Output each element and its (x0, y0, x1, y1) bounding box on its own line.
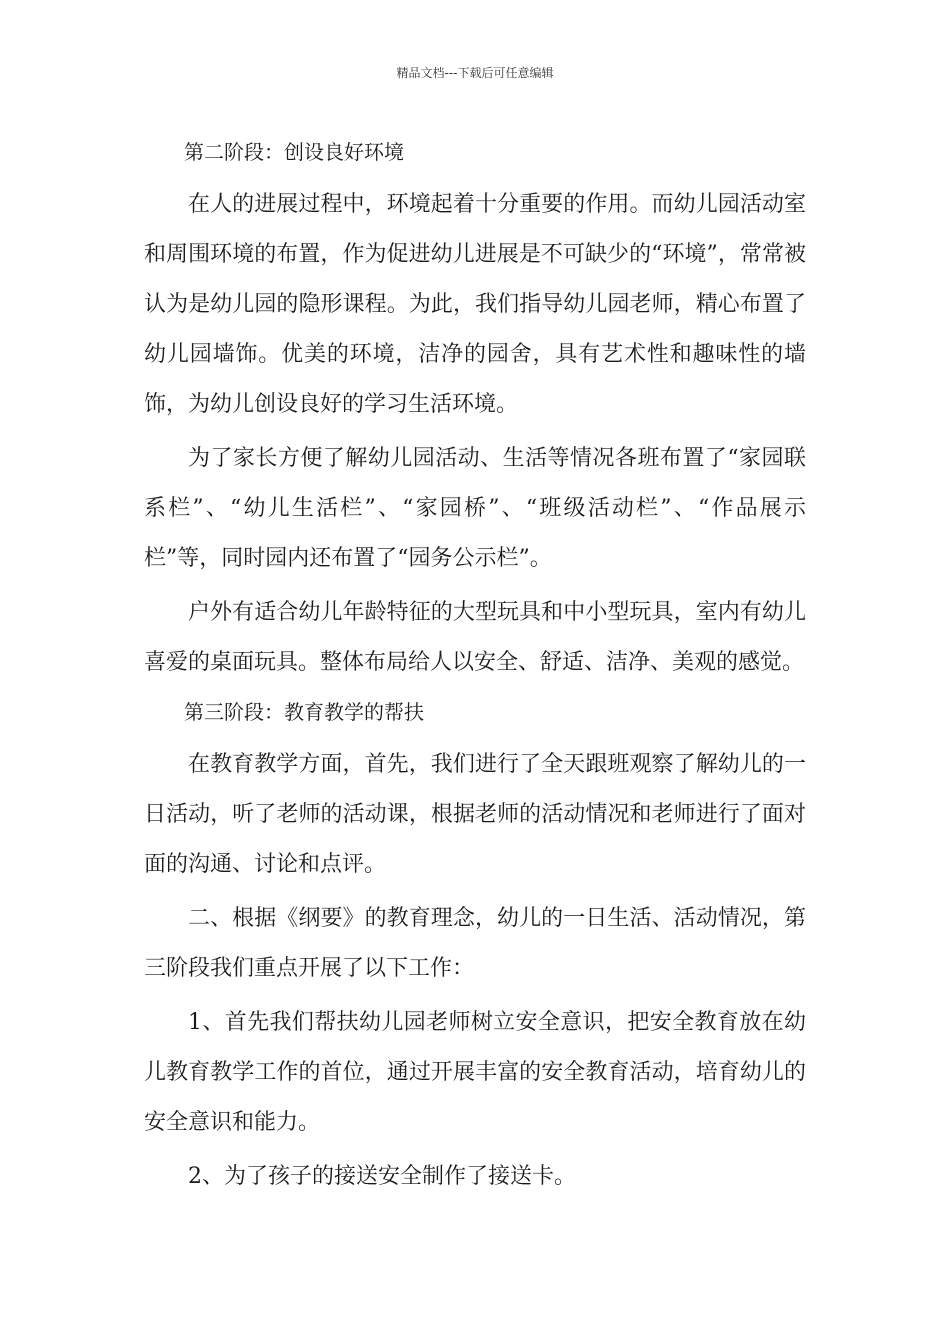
document-body (144, 132, 806, 1206)
paragraph-toys: 户外有适合幼儿年龄特征的大型玩具和中小型玩具，室内有幼儿喜爱的桌面玩具。整体布局给人以安全、舒适、洁净、美观的感觉。 (144, 600, 806, 675)
paragraph-guidelines: 二、根据《纲要》的教育理念，幼儿的一日生活、活动情况，第三阶段我们重点开展了以下工作： (144, 906, 806, 981)
paragraph-teaching: 在教育教学方面，首先，我们进行了全天跟班观察了解幼儿的一日活动，听了老师的活动课，根据老师的活动情况和老师进行了面对面的沟通、讨论和点评。 (144, 752, 806, 877)
paragraph-safety: 1、首先我们帮扶幼儿园老师树立安全意识，把安全教育放在幼儿教育教学工作的首位，通过开展丰富的安全教育活动，培育幼儿的安全意识和能力。 (144, 1010, 806, 1135)
section-heading-stage-two: 第二阶段：创设良好环境 (184, 140, 404, 164)
paragraph-pickup-card: 2、为了孩子的接送安全制作了接送卡。 (188, 1164, 576, 1189)
page-header: 精品文档---下载后可任意编辑 (396, 66, 554, 80)
paragraph-bulletin-boards: 为了家长方便了解幼儿园活动、生活等情况各班布置了“家园联系栏”、“幼儿生活栏”、“家园桥”、“班级活动栏”、“作品展示栏”等，同时园内还布置了“园务公示栏”。 (144, 446, 806, 571)
paragraph-environment: 在人的进展过程中，环境起着十分重要的作用。而幼儿园活动室和周围环境的布置，作为促进幼儿进展是不可缺少的“环境”，常常被认为是幼儿园的隐形课程。为此，我们指导幼儿园老师，精心布置了幼儿园墙饰。优美的环境，洁净的园舍，具有艺术性和趣味性的墙饰，为幼儿创设良好的学习生活环境。 (144, 192, 806, 417)
section-heading-stage-three: 第三阶段：教育教学的帮扶 (184, 700, 424, 724)
